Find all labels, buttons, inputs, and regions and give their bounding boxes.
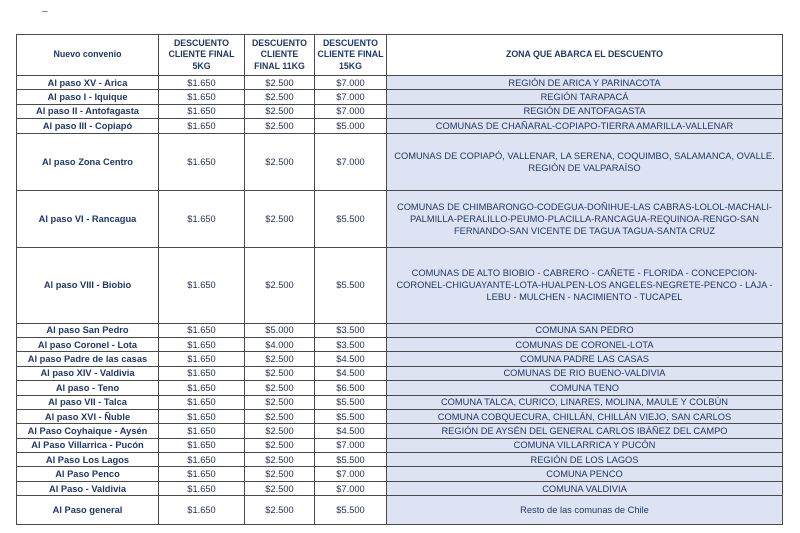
table-row	[17, 323, 783, 337]
cell-zona: REGIÓN DE AYSÉN DEL GENERAL CARLOS IBÁÑEZ DEL CAMPO	[387, 424, 783, 438]
table-row	[17, 119, 783, 133]
cell-descuento-5kg: $1.650	[159, 90, 245, 104]
cell-descuento-11kg: $2.500	[245, 381, 315, 395]
cell-descuento-5kg: $1.650	[159, 467, 245, 481]
table-row	[17, 352, 783, 366]
cell-descuento-15kg: $5.500	[315, 247, 387, 323]
cell-convenio: Al paso XVI - Ñuble	[17, 409, 159, 423]
cell-zona: COMUNA TALCA, CURICO, LINARES, MOLINA, MAULE Y COLBÚN	[387, 395, 783, 409]
cell-zona: REGIÓN DE ARICA Y PARINACOTA	[387, 76, 783, 90]
table-row	[17, 247, 783, 323]
cell-descuento-15kg: $4.500	[315, 424, 387, 438]
cell-zona: COMUNAS DE CHAÑARAL-COPIAPO-TIERRA AMARILLA-VALLENAR	[387, 119, 783, 133]
cell-descuento-5kg: $1.650	[159, 104, 245, 118]
cell-descuento-5kg: $1.650	[159, 76, 245, 90]
table-row	[17, 467, 783, 481]
cell-descuento-15kg: $4.500	[315, 352, 387, 366]
cell-convenio: Al paso - Teno	[17, 381, 159, 395]
cell-convenio: Al Paso Penco	[17, 467, 159, 481]
cell-descuento-15kg: $7.000	[315, 104, 387, 118]
table-row	[17, 133, 783, 190]
cell-descuento-11kg: $2.500	[245, 133, 315, 190]
cell-zona: COMUNA PENCO	[387, 467, 783, 481]
cell-descuento-11kg: $2.500	[245, 438, 315, 452]
cell-convenio: Al paso VII - Talca	[17, 395, 159, 409]
cell-descuento-11kg: $5.000	[245, 323, 315, 337]
cell-convenio: Al paso I - Iquique	[17, 90, 159, 104]
table-body	[17, 76, 783, 525]
table-row	[17, 409, 783, 423]
cell-zona: COMUNA VALDIVIA	[387, 481, 783, 495]
cell-descuento-5kg: $1.650	[159, 352, 245, 366]
cell-descuento-5kg: $1.650	[159, 395, 245, 409]
table-row	[17, 424, 783, 438]
cell-zona: COMUNAS DE CORONEL-LOTA	[387, 337, 783, 351]
discount-table	[16, 34, 783, 525]
cell-descuento-5kg: $1.650	[159, 247, 245, 323]
cell-descuento-11kg: $2.500	[245, 453, 315, 467]
cell-convenio: Al paso II - Antofagasta	[17, 104, 159, 118]
cell-convenio: Al Paso Villarrica - Pucón	[17, 438, 159, 452]
cell-descuento-5kg: $1.650	[159, 453, 245, 467]
table-row	[17, 438, 783, 452]
cell-zona: COMUNA PADRE LAS CASAS	[387, 352, 783, 366]
table-row	[17, 76, 783, 90]
cell-convenio: Al paso III - Copiapó	[17, 119, 159, 133]
table-row	[17, 104, 783, 118]
cell-descuento-15kg: $7.000	[315, 467, 387, 481]
cell-zona: COMUNA COBQUECURA, CHILLÁN, CHILLÁN VIEJO, SAN CARLOS	[387, 409, 783, 423]
cell-convenio: Al paso Padre de las casas	[17, 352, 159, 366]
cell-convenio: Al Paso Los Lagos	[17, 453, 159, 467]
cell-descuento-15kg: $6.500	[315, 381, 387, 395]
cell-convenio: Al Paso Coyhaique - Aysén	[17, 424, 159, 438]
cell-convenio: Al paso Coronel - Lota	[17, 337, 159, 351]
cell-zona: COMUNAS DE CHIMBARONGO-CODEGUA-DOÑIHUE-LAS CABRAS-LOLOL-MACHALI-PALMILLA-PERALILLO-PEUMO-PLACILLA-RANCAGUA-REQUINOA-RENGO-SAN FERNANDO-SAN VICENTE DE TAGUA TAGUA-SANTA CRUZ	[387, 190, 783, 247]
cell-descuento-11kg: $4.000	[245, 337, 315, 351]
cell-zona: COMUNA TENO	[387, 381, 783, 395]
cell-descuento-5kg: $1.650	[159, 424, 245, 438]
cell-descuento-5kg: $1.650	[159, 133, 245, 190]
cell-convenio: Al paso XV - Arica	[17, 76, 159, 90]
cell-convenio: Al paso Zona Centro	[17, 133, 159, 190]
cell-descuento-5kg: $1.650	[159, 381, 245, 395]
header-zona: ZONA QUE ABARCA EL DESCUENTO	[387, 35, 783, 76]
cell-convenio: Al paso San Pedro	[17, 323, 159, 337]
cell-convenio: Al Paso - Valdivia	[17, 481, 159, 495]
cell-descuento-11kg: $2.500	[245, 104, 315, 118]
cell-zona: REGIÓN TARAPACÁ	[387, 90, 783, 104]
table-row	[17, 496, 783, 525]
cell-convenio: Al paso XIV - Valdivia	[17, 366, 159, 380]
header-row	[17, 35, 783, 76]
cell-zona: REGIÓN DE ANTOFAGASTA	[387, 104, 783, 118]
cell-descuento-5kg: $1.650	[159, 323, 245, 337]
table-row	[17, 366, 783, 380]
header-convenio: Nuevo convenio	[17, 35, 159, 76]
cell-descuento-15kg: $7.000	[315, 133, 387, 190]
header-descuento-5kg: DESCUENTO CLIENTE FINAL 5KG	[159, 35, 245, 76]
table-row	[17, 481, 783, 495]
table-row	[17, 453, 783, 467]
cell-zona: Resto de las comunas de Chile	[387, 496, 783, 525]
cell-descuento-15kg: $5.000	[315, 119, 387, 133]
cell-descuento-5kg: $1.650	[159, 366, 245, 380]
table-row	[17, 395, 783, 409]
cell-zona: COMUNA SAN PEDRO	[387, 323, 783, 337]
cell-descuento-11kg: $2.500	[245, 90, 315, 104]
cell-descuento-11kg: $2.500	[245, 424, 315, 438]
cell-descuento-11kg: $2.500	[245, 119, 315, 133]
header-descuento-15kg: DESCUENTO CLIENTE FINAL 15KG	[315, 35, 387, 76]
table-row	[17, 190, 783, 247]
cell-descuento-15kg: $5.500	[315, 395, 387, 409]
cell-descuento-15kg: $3.500	[315, 323, 387, 337]
cell-descuento-5kg: $1.650	[159, 496, 245, 525]
cell-descuento-11kg: $2.500	[245, 76, 315, 90]
cell-descuento-11kg: $2.500	[245, 496, 315, 525]
cell-descuento-5kg: $1.650	[159, 119, 245, 133]
cell-descuento-15kg: $7.000	[315, 76, 387, 90]
cell-descuento-11kg: $2.500	[245, 395, 315, 409]
cell-descuento-15kg: $3.500	[315, 337, 387, 351]
cell-convenio: Al Paso general	[17, 496, 159, 525]
cell-descuento-11kg: $2.500	[245, 366, 315, 380]
table-row	[17, 90, 783, 104]
cell-zona: COMUNAS DE ALTO BIOBIO - CABRERO - CAÑETE - FLORIDA - CONCEPCION-CORONEL-CHIGUAYANTE-LOTA-HUALPEN-LOS ANGELES-NEGRETE-PENCO - LAJA - LEBU - MULCHEN - NACIMIENTO - TUCAPEL	[387, 247, 783, 323]
cell-descuento-15kg: $7.000	[315, 481, 387, 495]
cell-zona: COMUNAS DE RIO BUENO-VALDIVIA	[387, 366, 783, 380]
cell-descuento-11kg: $2.500	[245, 467, 315, 481]
cell-descuento-11kg: $2.500	[245, 247, 315, 323]
cell-descuento-11kg: $2.500	[245, 481, 315, 495]
cell-zona: REGIÓN DE LOS LAGOS	[387, 453, 783, 467]
table-row	[17, 337, 783, 351]
cell-descuento-15kg: $5.500	[315, 190, 387, 247]
table-row	[17, 381, 783, 395]
cell-descuento-15kg: $7.000	[315, 438, 387, 452]
cell-descuento-15kg: $5.500	[315, 453, 387, 467]
cell-descuento-5kg: $1.650	[159, 438, 245, 452]
cell-descuento-5kg: $1.650	[159, 190, 245, 247]
cell-convenio: Al paso VIII - Biobio	[17, 247, 159, 323]
cell-descuento-11kg: $2.500	[245, 409, 315, 423]
page-mark: –	[42, 6, 48, 17]
cell-descuento-15kg: $7.000	[315, 90, 387, 104]
cell-convenio: Al paso VI - Rancagua	[17, 190, 159, 247]
cell-zona: COMUNA VILLARRICA Y PUCÓN	[387, 438, 783, 452]
cell-descuento-15kg: $4.500	[315, 366, 387, 380]
cell-descuento-11kg: $2.500	[245, 190, 315, 247]
cell-descuento-11kg: $2.500	[245, 352, 315, 366]
cell-descuento-5kg: $1.650	[159, 337, 245, 351]
cell-zona: COMUNAS DE COPIAPÓ, VALLENAR, LA SERENA, COQUIMBO, SALAMANCA, OVALLE. REGIÓN DE VALPARAÍSO	[387, 133, 783, 190]
cell-descuento-5kg: $1.650	[159, 481, 245, 495]
cell-descuento-5kg: $1.650	[159, 409, 245, 423]
header-descuento-11kg: DESCUENTO CLIENTE FINAL 11KG	[245, 35, 315, 76]
cell-descuento-15kg: $5.500	[315, 496, 387, 525]
cell-descuento-15kg: $5.500	[315, 409, 387, 423]
